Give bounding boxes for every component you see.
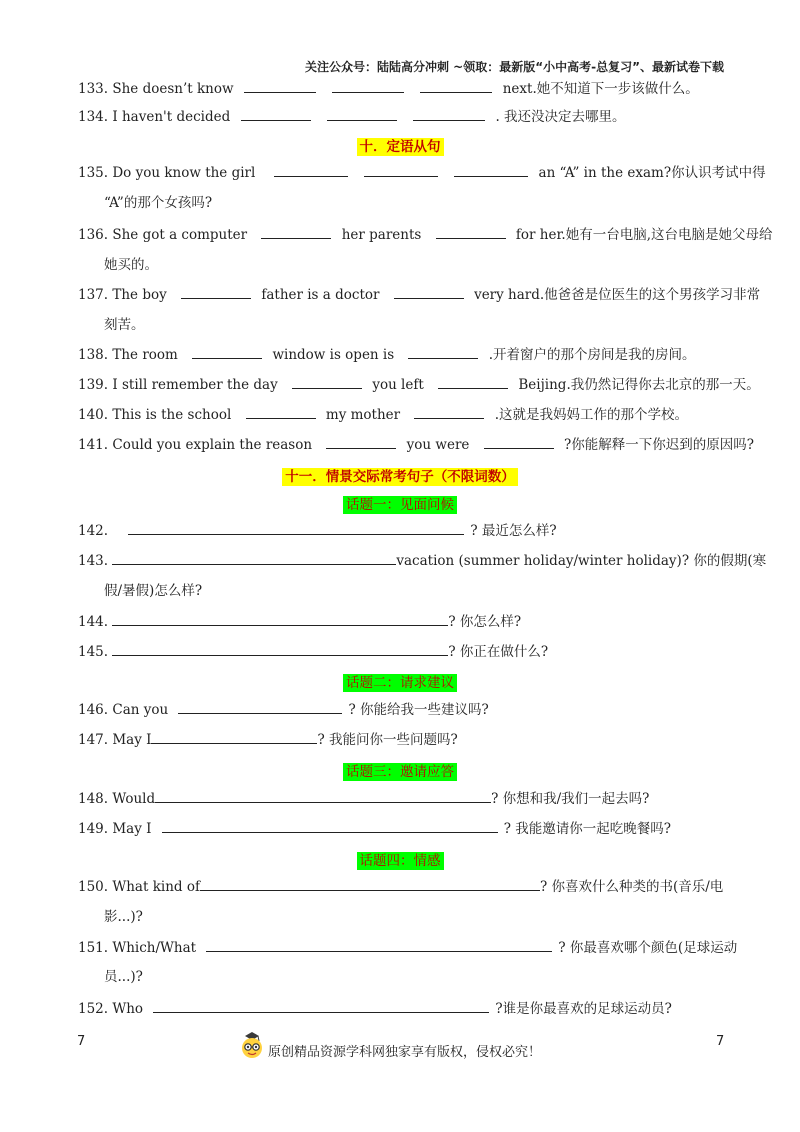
answer-blank[interactable]	[454, 163, 528, 177]
question-138	[78, 345, 728, 364]
topic-title-text: 话题三：邀请应答	[343, 763, 457, 781]
question-152	[78, 999, 728, 1018]
page-number-left: 7	[77, 1034, 86, 1049]
question-145	[78, 642, 728, 661]
question-number: 148.	[78, 791, 109, 807]
question-text: ? 你能给我一些建议吗?	[348, 702, 489, 718]
question-149	[78, 819, 728, 838]
topic-title-text: 话题一：见面问候	[343, 496, 457, 514]
page-number-right: 7	[716, 1034, 725, 1049]
question-number: 134.	[78, 109, 109, 125]
question-continuation: 影...)?	[104, 909, 143, 925]
question-text: Can you	[112, 702, 169, 718]
answer-blank[interactable]	[151, 730, 317, 744]
question-text: ? 你想和我/我们一起去吗?	[491, 791, 650, 807]
answer-blank[interactable]	[438, 375, 508, 389]
answer-blank[interactable]	[162, 819, 498, 833]
answer-blank[interactable]	[394, 285, 464, 299]
question-text: Which/What	[112, 940, 197, 956]
question-148	[78, 789, 728, 808]
answer-blank[interactable]	[261, 225, 331, 239]
question-continuation: 她买的。	[104, 257, 158, 273]
question-147	[78, 730, 728, 749]
question-text: She got a computer	[112, 227, 248, 243]
question-135	[78, 163, 766, 182]
question-number: 143.	[78, 553, 109, 569]
question-136	[78, 225, 773, 244]
answer-blank[interactable]	[155, 789, 491, 803]
question-continuation: “A”的那个女孩吗?	[104, 195, 213, 211]
question-143	[78, 551, 767, 570]
question-text: I haven't decided	[112, 109, 231, 125]
question-144	[78, 612, 728, 631]
question-text: an “A” in the exam?你认识考试中得	[538, 165, 766, 181]
question-text: Could you explain the reason	[112, 437, 313, 453]
question-number: 152.	[78, 1001, 109, 1017]
question-text: ?你能解释一下你迟到的原因吗?	[563, 437, 754, 453]
answer-blank[interactable]	[178, 700, 342, 714]
question-text: ? 我能问你一些问题吗?	[317, 732, 458, 748]
question-text: ? 你正在做什么?	[448, 644, 549, 660]
question-text: Who	[112, 1001, 144, 1017]
question-text: you left	[372, 377, 424, 393]
question-text: .这就是我妈妈工作的那个学校。	[494, 407, 688, 423]
page-header: 关注公众号：陆陆高分冲刺 ~领取：最新版“小中高考-总复习”、最新试卷下载	[305, 60, 724, 74]
topic-title-text: 话题四：情感	[357, 852, 444, 870]
question-number: 139.	[78, 377, 109, 393]
answer-blank[interactable]	[128, 521, 464, 535]
question-text: The room	[112, 347, 178, 363]
question-number: 145.	[78, 644, 109, 660]
question-text: very hard.他爸爸是位医生的这个男孩学习非常	[474, 287, 761, 303]
topic-title-1	[0, 493, 800, 513]
question-number: 140.	[78, 407, 109, 423]
question-continuation: 假/暑假)怎么样?	[104, 583, 203, 599]
question-text: vacation (summer holiday/winter holiday)? 你的假期(寒	[396, 553, 767, 569]
question-continuation: 刻苦。	[104, 317, 145, 333]
question-151	[78, 938, 738, 957]
question-text: The boy	[112, 287, 167, 303]
section-title-text: 十．定语从句	[357, 138, 444, 156]
question-146	[78, 700, 728, 719]
question-number: 141.	[78, 437, 109, 453]
question-text: May I	[112, 732, 152, 748]
question-text: next.她不知道下一步该做什么。	[502, 81, 699, 97]
answer-blank[interactable]	[181, 285, 251, 299]
question-text: you were	[406, 437, 470, 453]
question-134	[78, 107, 728, 126]
question-text: Do you know the girl	[112, 165, 256, 181]
copyright-footer: 原创精品资源学科网独家享有版权，侵权必究！	[268, 1045, 542, 1060]
answer-blank[interactable]	[420, 79, 492, 93]
question-137	[78, 285, 761, 304]
question-text: What kind of	[112, 879, 200, 895]
question-number: 151.	[78, 940, 109, 956]
answer-blank[interactable]	[364, 163, 438, 177]
answer-blank[interactable]	[408, 345, 478, 359]
question-text: Beijing.我仍然记得你去北京的那一天。	[518, 377, 760, 393]
question-text: ?谁是你最喜欢的足球运动员?	[495, 1001, 672, 1017]
question-text: .开着窗户的那个房间是我的房间。	[488, 347, 696, 363]
answer-blank[interactable]	[206, 938, 552, 952]
question-139	[78, 375, 760, 394]
topic-title-2	[0, 671, 800, 691]
answer-blank[interactable]	[436, 225, 506, 239]
question-141	[78, 435, 754, 454]
question-number: 137.	[78, 287, 109, 303]
question-text: ? 你最喜欢哪个颜色(足球运动	[558, 940, 738, 956]
question-number: 136.	[78, 227, 109, 243]
section-title-11	[0, 465, 800, 485]
answer-blank[interactable]	[274, 163, 348, 177]
answer-blank[interactable]	[327, 107, 397, 121]
question-text: window is open is	[272, 347, 395, 363]
question-number: 142.	[78, 523, 109, 539]
answer-blank[interactable]	[413, 107, 485, 121]
question-text: my mother	[325, 407, 401, 423]
mascot-logo-icon	[237, 1030, 267, 1060]
section-title-text: 十一．情景交际常考句子（不限词数）	[282, 468, 518, 486]
question-text: father is a doctor	[261, 287, 380, 303]
answer-blank[interactable]	[112, 612, 448, 626]
question-text: . 我还没决定去哪里。	[495, 109, 626, 125]
question-text: She doesn’t know	[112, 81, 234, 97]
question-text: ? 你喜欢什么种类的书(音乐/电	[539, 879, 724, 895]
answer-blank[interactable]	[112, 642, 448, 656]
question-text: ? 我能邀请你一起吃晚餐吗?	[503, 821, 672, 837]
topic-title-4	[0, 849, 800, 869]
question-140	[78, 405, 728, 424]
question-number: 146.	[78, 702, 109, 718]
topic-title-text: 话题二：请求建议	[343, 674, 457, 692]
question-text: May I	[112, 821, 152, 837]
question-text: I still remember the day	[112, 377, 278, 393]
question-number: 138.	[78, 347, 109, 363]
question-number: 135.	[78, 165, 109, 181]
question-text: This is the school	[112, 407, 232, 423]
question-text: for her.她有一台电脑,这台电脑是她父母给	[515, 227, 773, 243]
answer-blank[interactable]	[414, 405, 484, 419]
question-number: 150.	[78, 879, 109, 895]
answer-blank[interactable]	[246, 405, 316, 419]
answer-blank[interactable]	[153, 999, 489, 1013]
answer-blank[interactable]	[332, 79, 404, 93]
answer-blank[interactable]	[241, 107, 311, 121]
answer-blank[interactable]	[244, 79, 316, 93]
section-title-10	[0, 135, 800, 155]
answer-blank[interactable]	[292, 375, 362, 389]
answer-blank[interactable]	[484, 435, 554, 449]
answer-blank[interactable]	[192, 345, 262, 359]
topic-title-3	[0, 760, 800, 780]
question-number: 147.	[78, 732, 109, 748]
question-number: 133.	[78, 81, 109, 97]
question-text: her parents	[341, 227, 422, 243]
question-text: Would	[112, 791, 156, 807]
question-142	[78, 521, 728, 540]
question-text: ? 你怎么样?	[448, 614, 522, 630]
question-continuation: 员...)?	[104, 969, 143, 985]
answer-blank[interactable]	[112, 551, 396, 565]
question-number: 144.	[78, 614, 109, 630]
answer-blank[interactable]	[200, 877, 540, 891]
question-133	[78, 79, 728, 98]
question-150	[78, 877, 728, 896]
question-text: ? 最近怎么样?	[470, 523, 557, 539]
question-number: 149.	[78, 821, 109, 837]
answer-blank[interactable]	[326, 435, 396, 449]
